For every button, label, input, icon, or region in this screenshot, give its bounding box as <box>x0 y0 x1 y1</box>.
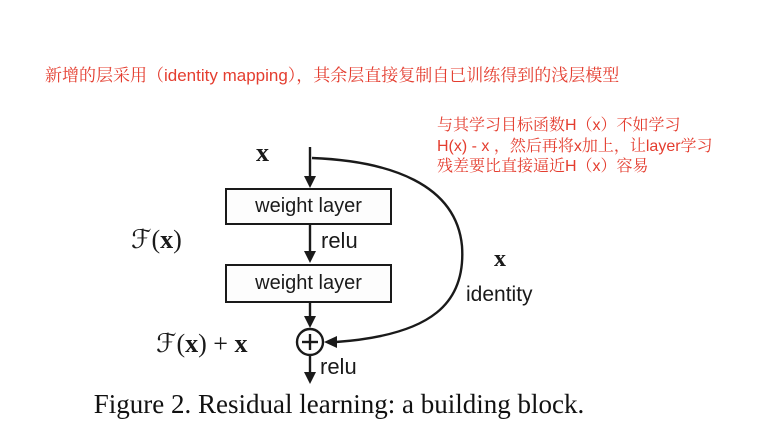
side-note-line-1: 与其学习目标函数H（x）不如学习 <box>437 117 681 134</box>
identity-x-label: x <box>494 246 506 272</box>
figure-caption: Figure 2. Residual learning: a building block. <box>93 389 585 419</box>
script-f-glyph: ℱ <box>131 225 152 255</box>
script-f-glyph: ℱ <box>156 329 177 359</box>
output-arrow <box>304 356 316 384</box>
weight-layer-2-box: weight layer <box>225 264 392 303</box>
relu-label-bottom: relu <box>320 354 357 379</box>
side-note-line-2: H(x) - x ，然后再将x加上，让layer学习 <box>437 137 713 155</box>
skip-arrowhead <box>324 336 337 348</box>
annotation-top-note: 新增的层采用（identity mapping），其余层直接复制自已训练得到的浅层模型 <box>45 66 620 85</box>
identity-label: identity <box>466 283 533 306</box>
input-arrow <box>304 147 316 188</box>
weight-layer-1-box: weight layer <box>225 188 392 225</box>
side-note-line-3: 残差要比直接逼近H（x）容易 <box>437 158 649 175</box>
fx-plus-x-label: ℱ(x) + x <box>156 329 248 359</box>
relu-arrow <box>304 225 316 263</box>
fx-label: ℱ(x) <box>131 225 182 255</box>
sum-input-arrow <box>304 303 316 328</box>
relu-label-mid: relu <box>321 228 358 253</box>
input-x-label: x <box>256 138 269 167</box>
plus-circle-icon <box>297 329 323 355</box>
